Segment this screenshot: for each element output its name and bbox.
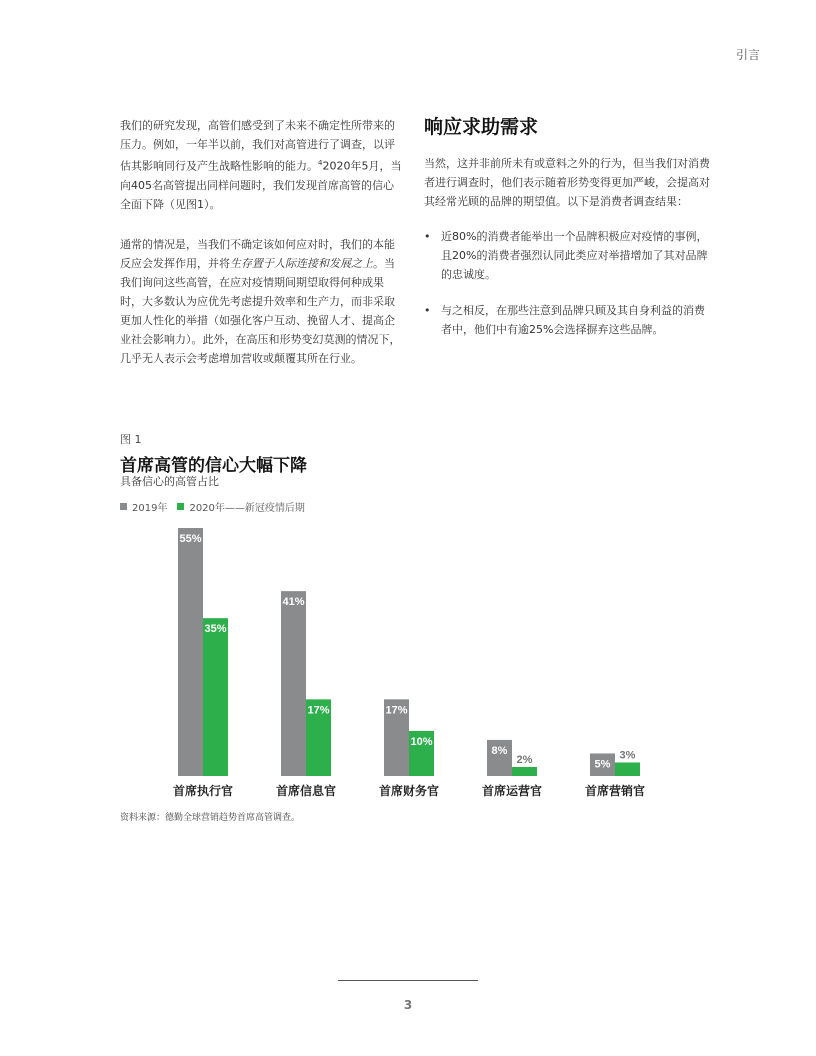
chart-subtitle: 具备信心的高管占比 <box>120 475 219 488</box>
bar-2020 <box>512 767 537 776</box>
data-label: 8% <box>491 744 508 757</box>
bullet-icon: • <box>424 230 431 243</box>
bullet-icon: • <box>424 304 431 317</box>
data-label: 41% <box>282 596 305 609</box>
figure-label: 图 1 <box>120 433 142 446</box>
paragraph-instinct: 通常的情况是，当我们不确定该如何应对时，我们的本能反应会发挥作用，并将生存置于人际连接和发展之上。当我们询问这些高管，在应对疫情期间期望取得何种成果时，大多数认为应优先考虑提升效率和生产力，而非采取更加人性化的举措（如强化客户互动、挽留人才、提高企业社会影响力）。此外，在高压和形势变幻莫测的情况下，几乎无人表示会考虑增加营收或颠覆其所在行业。 <box>120 237 401 365</box>
legend-label: 2020年——新冠疫情后期 <box>189 503 305 514</box>
emphasis-text: 生存置于人际连接和发展之上 <box>230 256 373 270</box>
data-label: 5% <box>594 758 611 771</box>
data-label: 17% <box>385 704 408 717</box>
paragraph-survey: 我们的研究发现，高管们感受到了未来不确定性所带来的压力。例如，一年半以前，我们对高管进行了调查，以评估其影响同行及产生战略性影响的能力。$^4$2020年5月，当向405名高管提出同样问题时，我们发现首席高管的信心全面下降（见图1）。 <box>120 119 402 211</box>
category-label: 首席运营官 <box>481 784 543 798</box>
footer-divider <box>338 980 478 981</box>
data-label: 35% <box>204 623 227 636</box>
bar-2020 <box>203 618 228 776</box>
bar-2020 <box>615 762 640 776</box>
data-label: 17% <box>307 704 330 717</box>
list-item: • 近80%的消费者能举出一个品牌积极应对疫情的事例，且20%的消费者强烈认同此类应对举措增加了其对品牌的忠诚度。 <box>424 227 714 284</box>
footnote-ref[interactable]: 4 <box>318 159 323 167</box>
figure-source: 资料来源：德勤全球营销趋势首席高管调查。 <box>120 813 301 823</box>
data-label: 2% <box>516 753 533 766</box>
paragraph-intro: 当然，这并非前所未有或意料之外的行为，但当我们对消费者进行调查时，他们表示随着形势变得更加严峻，会提高对其经常光顾的品牌的期望值。以下是消费者调查结果： <box>424 157 710 208</box>
chart-title: 首席高管的信心大幅下降 <box>120 456 307 476</box>
bar-2019 <box>178 528 203 776</box>
category-label: 首席执行官 <box>172 784 234 798</box>
category-label: 首席营销官 <box>584 784 646 798</box>
section-heading: 响应求助需求 <box>424 116 539 138</box>
data-label: 55% <box>179 533 202 545</box>
page-number: 3 <box>403 998 413 1012</box>
legend-label: 2019年 <box>132 503 168 514</box>
category-label: 首席信息官 <box>275 784 337 798</box>
data-label: 10% <box>410 735 433 748</box>
bar-2019 <box>281 591 306 776</box>
data-label: 3% <box>619 749 636 762</box>
category-label: 首席财务官 <box>378 784 440 798</box>
list-item: • 与之相反，在那些注意到品牌只顾及其自身利益的消费者中，他们中有逾25%会选择摒弃这些品牌。 <box>424 301 714 339</box>
section-tag: 引言 <box>735 48 760 62</box>
